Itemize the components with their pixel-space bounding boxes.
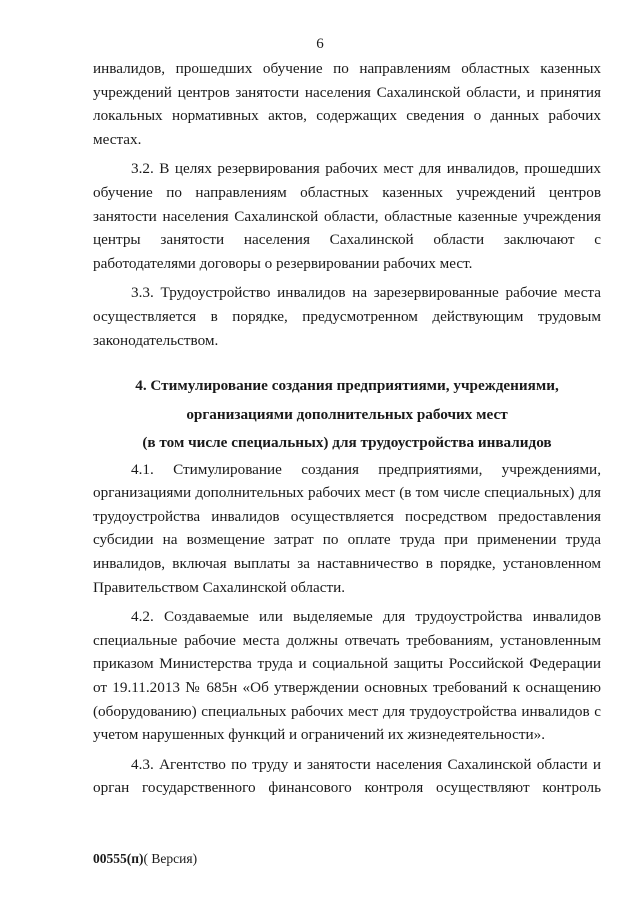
text-line: 3.2. В целях резервирования рабочих мест для инвалидов, прошедших [131,160,601,178]
text-line: осуществляется в порядке, предусмотренном действующим трудовым [93,307,601,325]
text-line: приказом Министерства труда и социальной защиты Российской Федерации [93,655,601,673]
document-body [93,57,601,800]
text-line: работодателями договоры о резервировании рабочих мест. [93,254,473,272]
text-line: локальных нормативных актов, содержащих сведения о данных рабочих [93,107,601,125]
text-line: орган государственного финансового контроля осуществляют контроль [93,779,601,797]
text-line: организациями дополнительных рабочих мест (в том числе специальных) для [93,484,601,502]
text-line: 4.1. Стимулирование создания предприятиями, учреждениями, [131,460,601,478]
page-number: 6 [316,36,324,52]
document-code: 00555(п) [93,851,144,866]
text-line: Правительством Сахалинской области. [93,578,346,596]
text-line: инвалидов, включая выплаты за наставничество в порядке, установленном [93,555,601,572]
document-footer [93,851,197,867]
heading-line: 4. Стимулирование создания предприятиями, учреждениями, [135,377,559,395]
text-line: 4.2. Создаваемые или выделяемые для трудоустройства инвалидов [131,608,601,626]
heading-line: (в том числе специальных) для трудоустройства инвалидов [142,434,552,452]
section-3-paragraphs [93,57,601,352]
text-line: занятости населения Сахалинской области, областные казенные учреждения [93,207,601,225]
text-line: учреждений центров занятости населения Сахалинской области, и принятия [93,83,601,101]
text-line: субсидии на возмещение затрат по оплате труда при применении труда [93,531,601,549]
text-line: законодательством. [93,331,219,349]
text-line: обучение по направлениям областных казенных учреждений центров [93,183,601,201]
heading-line: организациями дополнительных рабочих мест [186,405,508,423]
text-line: специальные рабочие места должны отвечать требованиям, установленным [93,631,601,649]
document-version: ( Версия) [143,851,198,866]
text-line: (оборудованию) специальных рабочих мест для трудоустройства инвалидов с [93,702,601,720]
text-line: учетом нарушенных функций и ограничений их жизнедеятельности». [93,726,546,744]
section-gap [93,352,601,372]
section-4-paragraphs [93,458,601,800]
text-line: трудоустройства инвалидов осуществляется посредством предоставления [93,507,601,525]
text-line: инвалидов, прошедших обучение по направлениям областных казенных [93,60,601,77]
section-4-heading [93,372,601,458]
text-line: местах. [93,130,142,148]
text-line: от 19.11.2013 № 685н «Об утверждении основных требований к оснащению [93,678,601,696]
text-line: 3.3. Трудоустройство инвалидов на зарезервированные рабочие места [131,284,601,302]
text-line: центры занятости населения Сахалинской области заключают с [93,231,601,249]
text-line: 4.3. Агентство по труду и занятости населения Сахалинской области и [131,755,601,773]
